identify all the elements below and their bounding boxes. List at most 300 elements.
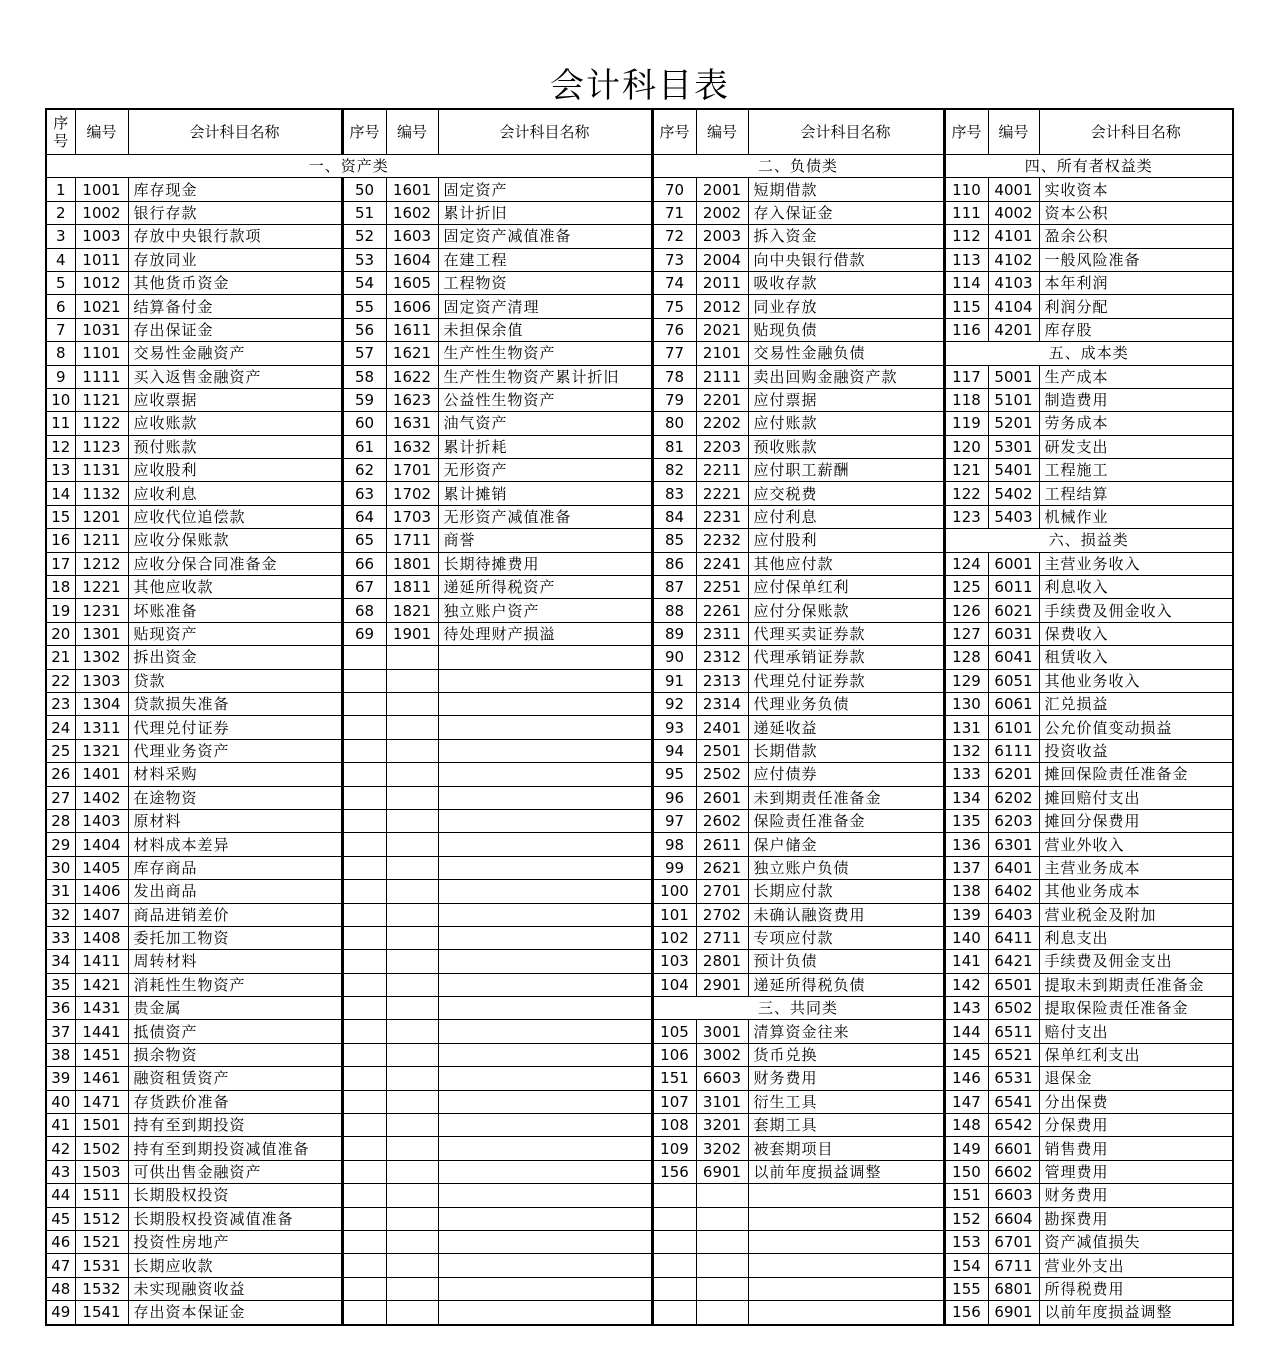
empty-cell bbox=[438, 833, 652, 856]
code-cell: 2901 bbox=[696, 973, 748, 996]
header-seq: 序号 bbox=[652, 109, 696, 155]
code-cell: 6521 bbox=[988, 1043, 1039, 1066]
code-cell: 6202 bbox=[988, 786, 1039, 809]
code-cell: 2501 bbox=[696, 739, 748, 762]
seq-cell: 98 bbox=[652, 833, 696, 856]
header-name: 会计科目名称 bbox=[128, 109, 342, 155]
empty-cell bbox=[652, 1184, 696, 1207]
code-cell: 3101 bbox=[696, 1090, 748, 1113]
empty-cell bbox=[386, 926, 438, 949]
category-heading-common: 三、共同类 bbox=[652, 997, 944, 1020]
seq-cell: 15 bbox=[46, 505, 75, 528]
name-cell: 应付保单红利 bbox=[748, 576, 944, 599]
empty-cell bbox=[342, 669, 386, 692]
code-cell: 2311 bbox=[696, 622, 748, 645]
name-cell: 管理费用 bbox=[1039, 1160, 1233, 1183]
table-row bbox=[46, 1067, 1233, 1090]
seq-cell: 89 bbox=[652, 622, 696, 645]
name-cell: 赔付支出 bbox=[1039, 1020, 1233, 1043]
name-cell: 委托加工物资 bbox=[128, 926, 342, 949]
seq-cell: 141 bbox=[944, 950, 988, 973]
seq-cell: 96 bbox=[652, 786, 696, 809]
name-cell: 其他业务收入 bbox=[1039, 669, 1233, 692]
code-cell: 1532 bbox=[75, 1277, 128, 1300]
table-row bbox=[46, 1230, 1233, 1253]
name-cell: 套期工具 bbox=[748, 1114, 944, 1137]
table-row bbox=[46, 435, 1233, 458]
category-row bbox=[46, 155, 1233, 178]
seq-cell: 84 bbox=[652, 505, 696, 528]
name-cell: 银行存款 bbox=[128, 201, 342, 224]
name-cell: 持有至到期投资减值准备 bbox=[128, 1137, 342, 1160]
empty-cell bbox=[438, 809, 652, 832]
name-cell: 融资租赁资产 bbox=[128, 1067, 342, 1090]
empty-cell bbox=[386, 950, 438, 973]
table-row bbox=[46, 1020, 1233, 1043]
code-cell: 1531 bbox=[75, 1254, 128, 1277]
table-row bbox=[46, 622, 1233, 645]
code-cell: 1021 bbox=[75, 295, 128, 318]
code-cell: 4103 bbox=[988, 271, 1039, 294]
seq-cell: 57 bbox=[342, 342, 386, 365]
table-row bbox=[46, 201, 1233, 224]
table-row bbox=[46, 1090, 1233, 1113]
seq-cell: 120 bbox=[944, 435, 988, 458]
code-cell: 3201 bbox=[696, 1114, 748, 1137]
code-cell: 1622 bbox=[386, 365, 438, 388]
code-cell: 2701 bbox=[696, 880, 748, 903]
code-cell: 1632 bbox=[386, 435, 438, 458]
code-cell: 1321 bbox=[75, 739, 128, 762]
table-row bbox=[46, 1207, 1233, 1230]
code-cell: 2601 bbox=[696, 786, 748, 809]
empty-cell bbox=[438, 903, 652, 926]
table-row bbox=[46, 1043, 1233, 1066]
name-cell: 原材料 bbox=[128, 809, 342, 832]
name-cell: 勘探费用 bbox=[1039, 1207, 1233, 1230]
name-cell: 累计摊销 bbox=[438, 482, 652, 505]
name-cell: 卖出回购金融资产款 bbox=[748, 365, 944, 388]
seq-cell: 82 bbox=[652, 459, 696, 482]
empty-cell bbox=[386, 973, 438, 996]
code-cell: 2111 bbox=[696, 365, 748, 388]
code-cell: 6701 bbox=[988, 1230, 1039, 1253]
empty-cell bbox=[342, 786, 386, 809]
seq-cell: 70 bbox=[652, 178, 696, 201]
name-cell: 材料采购 bbox=[128, 763, 342, 786]
code-cell: 1541 bbox=[75, 1301, 128, 1325]
seq-cell: 23 bbox=[46, 692, 75, 715]
name-cell: 吸收存款 bbox=[748, 271, 944, 294]
seq-cell: 34 bbox=[46, 950, 75, 973]
code-cell: 2012 bbox=[696, 295, 748, 318]
empty-cell bbox=[438, 646, 652, 669]
seq-cell: 143 bbox=[944, 997, 988, 1020]
seq-cell: 18 bbox=[46, 576, 75, 599]
empty-cell bbox=[696, 1301, 748, 1325]
seq-cell: 63 bbox=[342, 482, 386, 505]
seq-cell: 93 bbox=[652, 716, 696, 739]
seq-cell: 42 bbox=[46, 1137, 75, 1160]
name-cell: 拆出资金 bbox=[128, 646, 342, 669]
code-cell: 2003 bbox=[696, 225, 748, 248]
empty-cell bbox=[438, 880, 652, 903]
name-cell: 无形资产 bbox=[438, 459, 652, 482]
table-row bbox=[46, 716, 1233, 739]
code-cell: 1302 bbox=[75, 646, 128, 669]
empty-cell bbox=[342, 1020, 386, 1043]
name-cell: 发出商品 bbox=[128, 880, 342, 903]
name-cell: 贴现资产 bbox=[128, 622, 342, 645]
seq-cell: 128 bbox=[944, 646, 988, 669]
table-row bbox=[46, 599, 1233, 622]
seq-cell: 54 bbox=[342, 271, 386, 294]
code-cell: 1003 bbox=[75, 225, 128, 248]
code-cell: 1703 bbox=[386, 505, 438, 528]
seq-cell: 119 bbox=[944, 412, 988, 435]
table-row bbox=[46, 763, 1233, 786]
seq-cell: 1 bbox=[46, 178, 75, 201]
name-cell: 独立账户资产 bbox=[438, 599, 652, 622]
seq-cell: 146 bbox=[944, 1067, 988, 1090]
name-cell: 财务费用 bbox=[748, 1067, 944, 1090]
code-cell: 6901 bbox=[696, 1160, 748, 1183]
name-cell: 营业外收入 bbox=[1039, 833, 1233, 856]
seq-cell: 5 bbox=[46, 271, 75, 294]
seq-cell: 62 bbox=[342, 459, 386, 482]
seq-cell: 144 bbox=[944, 1020, 988, 1043]
empty-cell bbox=[386, 1230, 438, 1253]
name-cell: 被套期项目 bbox=[748, 1137, 944, 1160]
empty-cell bbox=[696, 1254, 748, 1277]
name-cell: 代理承销证券款 bbox=[748, 646, 944, 669]
name-cell: 提取保险责任准备金 bbox=[1039, 997, 1233, 1020]
empty-cell bbox=[438, 973, 652, 996]
seq-cell: 135 bbox=[944, 809, 988, 832]
empty-cell bbox=[438, 1090, 652, 1113]
name-cell: 存放同业 bbox=[128, 248, 342, 271]
seq-cell: 152 bbox=[944, 1207, 988, 1230]
code-cell: 1406 bbox=[75, 880, 128, 903]
name-cell: 无形资产减值准备 bbox=[438, 505, 652, 528]
code-cell: 4201 bbox=[988, 318, 1039, 341]
header-code: 编号 bbox=[386, 109, 438, 155]
name-cell: 分出保费 bbox=[1039, 1090, 1233, 1113]
code-cell: 1407 bbox=[75, 903, 128, 926]
seq-cell: 148 bbox=[944, 1114, 988, 1137]
name-cell: 交易性金融负债 bbox=[748, 342, 944, 365]
empty-cell bbox=[386, 856, 438, 879]
empty-cell bbox=[438, 1137, 652, 1160]
seq-cell: 71 bbox=[652, 201, 696, 224]
seq-cell: 75 bbox=[652, 295, 696, 318]
empty-cell bbox=[342, 1043, 386, 1066]
name-cell: 独立账户负债 bbox=[748, 856, 944, 879]
header-seq: 序号 bbox=[944, 109, 988, 155]
seq-cell: 13 bbox=[46, 459, 75, 482]
seq-cell: 26 bbox=[46, 763, 75, 786]
code-cell: 2201 bbox=[696, 388, 748, 411]
code-cell: 2002 bbox=[696, 201, 748, 224]
name-cell: 存放中央银行款项 bbox=[128, 225, 342, 248]
name-cell: 利息收入 bbox=[1039, 576, 1233, 599]
header-seq bbox=[46, 109, 75, 155]
code-cell: 6301 bbox=[988, 833, 1039, 856]
name-cell: 保户储金 bbox=[748, 833, 944, 856]
seq-cell: 43 bbox=[46, 1160, 75, 1183]
seq-cell: 103 bbox=[652, 950, 696, 973]
seq-cell: 147 bbox=[944, 1090, 988, 1113]
code-cell: 1404 bbox=[75, 833, 128, 856]
seq-cell: 153 bbox=[944, 1230, 988, 1253]
table-row bbox=[46, 295, 1233, 318]
code-cell: 6101 bbox=[988, 716, 1039, 739]
code-cell: 1001 bbox=[75, 178, 128, 201]
header-name: 会计科目名称 bbox=[438, 109, 652, 155]
seq-cell: 46 bbox=[46, 1230, 75, 1253]
table-row bbox=[46, 225, 1233, 248]
name-cell: 库存现金 bbox=[128, 178, 342, 201]
name-cell: 贵金属 bbox=[128, 997, 342, 1020]
name-cell: 代理买卖证券款 bbox=[748, 622, 944, 645]
empty-cell bbox=[342, 1160, 386, 1183]
empty-cell bbox=[342, 739, 386, 762]
code-cell: 6801 bbox=[988, 1277, 1039, 1300]
empty-cell bbox=[342, 973, 386, 996]
code-cell: 1623 bbox=[386, 388, 438, 411]
code-cell: 2251 bbox=[696, 576, 748, 599]
code-cell: 1408 bbox=[75, 926, 128, 949]
name-cell: 以前年度损益调整 bbox=[748, 1160, 944, 1183]
empty-cell bbox=[386, 809, 438, 832]
code-cell: 1461 bbox=[75, 1067, 128, 1090]
seq-cell: 149 bbox=[944, 1137, 988, 1160]
code-cell: 6601 bbox=[988, 1137, 1039, 1160]
name-cell: 应收利息 bbox=[128, 482, 342, 505]
code-cell: 6711 bbox=[988, 1254, 1039, 1277]
code-cell: 6542 bbox=[988, 1114, 1039, 1137]
name-cell: 清算资金往来 bbox=[748, 1020, 944, 1043]
code-cell: 1212 bbox=[75, 552, 128, 575]
seq-cell: 45 bbox=[46, 1207, 75, 1230]
code-cell: 2401 bbox=[696, 716, 748, 739]
table-row bbox=[46, 1137, 1233, 1160]
code-cell: 1502 bbox=[75, 1137, 128, 1160]
name-cell: 递延所得税资产 bbox=[438, 576, 652, 599]
name-cell: 分保费用 bbox=[1039, 1114, 1233, 1137]
table-row bbox=[46, 365, 1233, 388]
name-cell: 应付账款 bbox=[748, 412, 944, 435]
code-cell: 2702 bbox=[696, 903, 748, 926]
header-code: 编号 bbox=[696, 109, 748, 155]
code-cell: 6011 bbox=[988, 576, 1039, 599]
name-cell: 预付账款 bbox=[128, 435, 342, 458]
code-cell: 1231 bbox=[75, 599, 128, 622]
seq-cell: 7 bbox=[46, 318, 75, 341]
seq-cell: 35 bbox=[46, 973, 75, 996]
empty-cell bbox=[342, 903, 386, 926]
name-cell: 存出保证金 bbox=[128, 318, 342, 341]
code-cell: 5402 bbox=[988, 482, 1039, 505]
table-row bbox=[46, 388, 1233, 411]
name-cell: 存入保证金 bbox=[748, 201, 944, 224]
table-row bbox=[46, 903, 1233, 926]
name-cell: 未担保余值 bbox=[438, 318, 652, 341]
code-cell: 6021 bbox=[988, 599, 1039, 622]
code-cell: 3001 bbox=[696, 1020, 748, 1043]
name-cell: 应付分保账款 bbox=[748, 599, 944, 622]
name-cell: 预收账款 bbox=[748, 435, 944, 458]
code-cell: 1603 bbox=[386, 225, 438, 248]
name-cell: 应收票据 bbox=[128, 388, 342, 411]
table-row bbox=[46, 1277, 1233, 1300]
seq-cell: 17 bbox=[46, 552, 75, 575]
empty-cell bbox=[386, 1184, 438, 1207]
empty-cell bbox=[342, 763, 386, 786]
category-heading-cost: 五、成本类 bbox=[944, 342, 1233, 365]
code-cell: 1602 bbox=[386, 201, 438, 224]
code-cell: 6603 bbox=[696, 1067, 748, 1090]
empty-cell bbox=[342, 692, 386, 715]
name-cell: 抵债资产 bbox=[128, 1020, 342, 1043]
seq-cell: 88 bbox=[652, 599, 696, 622]
name-cell: 累计折耗 bbox=[438, 435, 652, 458]
table-row bbox=[46, 739, 1233, 762]
code-cell: 1601 bbox=[386, 178, 438, 201]
name-cell: 代理业务资产 bbox=[128, 739, 342, 762]
name-cell: 制造费用 bbox=[1039, 388, 1233, 411]
empty-cell bbox=[342, 880, 386, 903]
code-cell: 1111 bbox=[75, 365, 128, 388]
name-cell: 实收资本 bbox=[1039, 178, 1233, 201]
empty-cell bbox=[438, 763, 652, 786]
seq-cell: 138 bbox=[944, 880, 988, 903]
code-cell: 6001 bbox=[988, 552, 1039, 575]
empty-cell bbox=[386, 716, 438, 739]
code-cell: 1011 bbox=[75, 248, 128, 271]
code-cell: 1605 bbox=[386, 271, 438, 294]
name-cell: 库存股 bbox=[1039, 318, 1233, 341]
table-row bbox=[46, 552, 1233, 575]
seq-cell: 105 bbox=[652, 1020, 696, 1043]
empty-cell bbox=[342, 1254, 386, 1277]
empty-cell bbox=[386, 1043, 438, 1066]
code-cell: 5401 bbox=[988, 459, 1039, 482]
empty-cell bbox=[386, 880, 438, 903]
seq-cell: 92 bbox=[652, 692, 696, 715]
empty-cell bbox=[438, 1160, 652, 1183]
header-row bbox=[46, 109, 1233, 155]
code-cell: 4102 bbox=[988, 248, 1039, 271]
name-cell: 拆入资金 bbox=[748, 225, 944, 248]
table-row bbox=[46, 459, 1233, 482]
name-cell: 递延收益 bbox=[748, 716, 944, 739]
seq-cell: 91 bbox=[652, 669, 696, 692]
empty-cell bbox=[342, 1277, 386, 1300]
code-cell: 6411 bbox=[988, 926, 1039, 949]
seq-cell: 101 bbox=[652, 903, 696, 926]
seq-cell: 137 bbox=[944, 856, 988, 879]
table-row bbox=[46, 856, 1233, 879]
seq-cell: 132 bbox=[944, 739, 988, 762]
empty-cell bbox=[652, 1254, 696, 1277]
code-cell: 1304 bbox=[75, 692, 128, 715]
code-cell: 2621 bbox=[696, 856, 748, 879]
code-cell: 1121 bbox=[75, 388, 128, 411]
empty-cell bbox=[748, 1254, 944, 1277]
empty-cell bbox=[438, 950, 652, 973]
name-cell: 研发支出 bbox=[1039, 435, 1233, 458]
code-cell: 5101 bbox=[988, 388, 1039, 411]
name-cell: 应交税费 bbox=[748, 482, 944, 505]
name-cell: 投资收益 bbox=[1039, 739, 1233, 762]
name-cell: 退保金 bbox=[1039, 1067, 1233, 1090]
seq-cell: 40 bbox=[46, 1090, 75, 1113]
name-cell: 摊回分保费用 bbox=[1039, 809, 1233, 832]
seq-cell: 30 bbox=[46, 856, 75, 879]
seq-cell: 87 bbox=[652, 576, 696, 599]
empty-cell bbox=[386, 1090, 438, 1113]
empty-cell bbox=[386, 997, 438, 1020]
name-cell: 其他应付款 bbox=[748, 552, 944, 575]
seq-cell: 41 bbox=[46, 1114, 75, 1137]
code-cell: 1431 bbox=[75, 997, 128, 1020]
name-cell: 材料成本差异 bbox=[128, 833, 342, 856]
name-cell: 以前年度损益调整 bbox=[1039, 1301, 1233, 1325]
name-cell: 贷款 bbox=[128, 669, 342, 692]
table-row bbox=[46, 973, 1233, 996]
seq-cell: 114 bbox=[944, 271, 988, 294]
seq-cell: 145 bbox=[944, 1043, 988, 1066]
empty-cell bbox=[696, 1184, 748, 1207]
seq-cell: 127 bbox=[944, 622, 988, 645]
name-cell: 结算备付金 bbox=[128, 295, 342, 318]
empty-cell bbox=[438, 1184, 652, 1207]
name-cell: 资产减值损失 bbox=[1039, 1230, 1233, 1253]
seq-cell: 118 bbox=[944, 388, 988, 411]
name-cell: 同业存放 bbox=[748, 295, 944, 318]
name-cell: 未实现融资收益 bbox=[128, 1277, 342, 1300]
name-cell: 固定资产减值准备 bbox=[438, 225, 652, 248]
name-cell: 应收代位追偿款 bbox=[128, 505, 342, 528]
code-cell: 2203 bbox=[696, 435, 748, 458]
empty-cell bbox=[438, 692, 652, 715]
seq-cell: 24 bbox=[46, 716, 75, 739]
name-cell: 买入返售金融资产 bbox=[128, 365, 342, 388]
name-cell: 其他业务成本 bbox=[1039, 880, 1233, 903]
empty-cell bbox=[438, 1043, 652, 1066]
empty-cell bbox=[748, 1277, 944, 1300]
code-cell: 6501 bbox=[988, 973, 1039, 996]
code-cell: 2711 bbox=[696, 926, 748, 949]
name-cell: 应付利息 bbox=[748, 505, 944, 528]
seq-cell: 79 bbox=[652, 388, 696, 411]
seq-cell: 19 bbox=[46, 599, 75, 622]
seq-cell: 55 bbox=[342, 295, 386, 318]
seq-cell: 10 bbox=[46, 388, 75, 411]
seq-cell: 49 bbox=[46, 1301, 75, 1325]
seq-cell: 56 bbox=[342, 318, 386, 341]
name-cell: 可供出售金融资产 bbox=[128, 1160, 342, 1183]
code-cell: 6031 bbox=[988, 622, 1039, 645]
name-cell: 长期借款 bbox=[748, 739, 944, 762]
empty-cell bbox=[438, 1067, 652, 1090]
seq-cell: 72 bbox=[652, 225, 696, 248]
code-cell: 2021 bbox=[696, 318, 748, 341]
table-row bbox=[46, 529, 1233, 552]
empty-cell bbox=[438, 739, 652, 762]
empty-cell bbox=[342, 1230, 386, 1253]
